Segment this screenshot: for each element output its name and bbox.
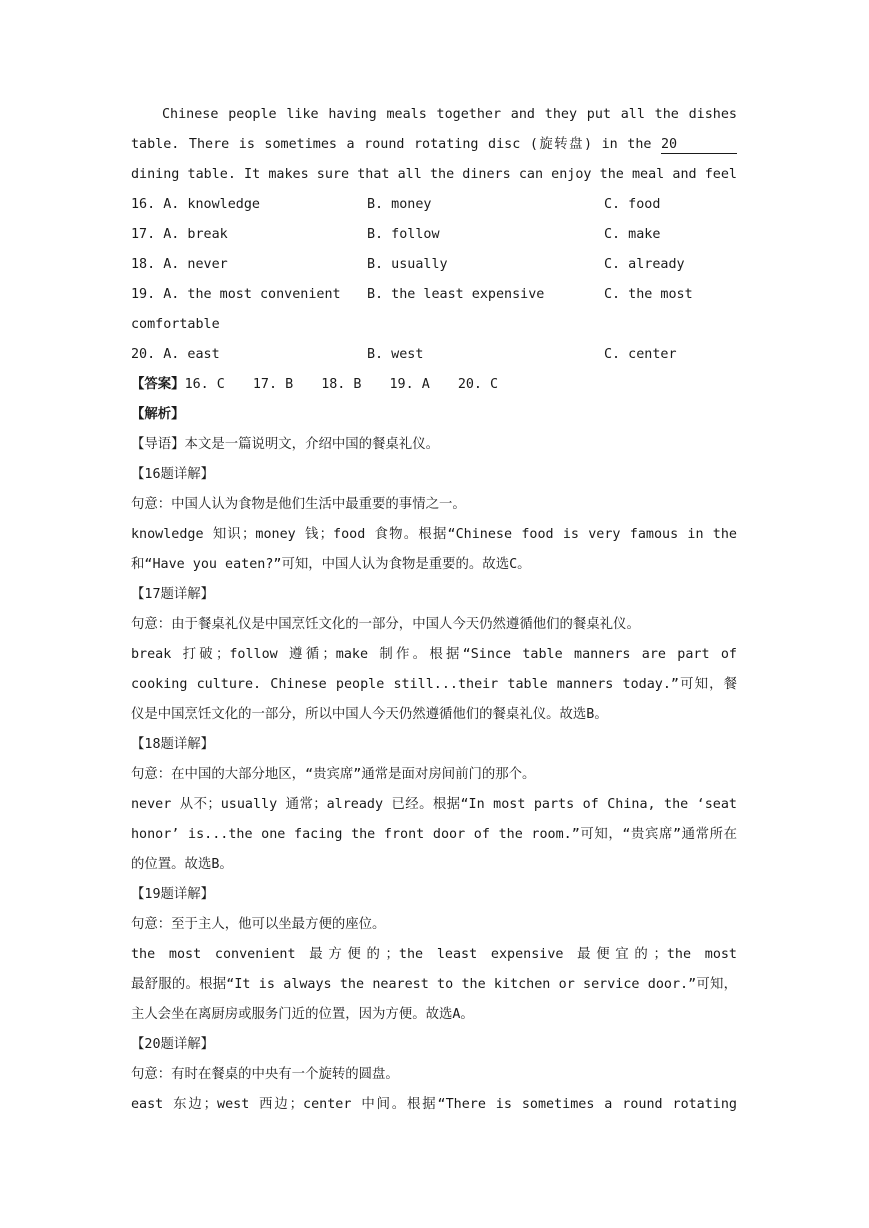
option-c: C. center [604, 347, 677, 362]
detail-text: knowledge 知识；money 钱；food 食物。根据“Chinese food is very famous in the [131, 527, 737, 542]
passage-line-2 [131, 130, 737, 160]
answer-item: 20. C [457, 377, 499, 392]
question-20 [131, 340, 737, 370]
option-c: C. make [604, 227, 661, 242]
detail-line [131, 790, 737, 820]
guide-text: 【导语】本文是一篇说明文，介绍中国的餐桌礼仪。 [131, 437, 439, 452]
detail-line [131, 670, 737, 700]
passage-line-3 [131, 160, 737, 190]
detail-line [131, 640, 737, 670]
detail-line: 仪是中国烹饪文化的一部分，所以中国人今天仍然遵循他们的餐桌礼仪。故选B。 [131, 707, 608, 722]
answer-item: 18. B [321, 377, 362, 392]
passage-text: dining table. It makes sure that all the diners can enjoy the meal and feel [131, 167, 737, 182]
detail-meaning: 句意：由于餐桌礼仪是中国烹饪文化的一部分，中国人今天仍然遵循他们的餐桌礼仪。 [131, 617, 640, 632]
detail-heading: 【18题详解】 [131, 737, 215, 752]
option-b: B. the least expensive [367, 287, 545, 302]
option-c: C. food [604, 197, 661, 212]
option-a: 19. A. the most convenient [131, 287, 341, 302]
detail-text: 最舒服的。根据“It is always the nearest to the kitchen or service door.”可知， [131, 977, 737, 992]
option-b: B. west [367, 347, 424, 362]
detail-meaning: 句意：中国人认为食物是他们生活中最重要的事情之一。 [131, 497, 466, 512]
detail-text: never 从不；usually 通常；already 已经。根据“In most parts of China, the ‘seat [131, 797, 737, 812]
analysis-label: 【解析】 [131, 407, 185, 422]
detail-text: break 打破；follow 遵循；make 制作。根据“Since table manners are part of [131, 647, 737, 662]
detail-line [131, 1090, 737, 1120]
answer-item: 17. B [252, 377, 294, 392]
answer-key [131, 370, 737, 400]
option-b: B. money [367, 197, 432, 212]
detail-text: east 东边；west 西边；center 中间。根据“There is sometimes a round rotating [131, 1097, 737, 1112]
answer-label: 【答案】 [131, 377, 185, 392]
passage-line-1 [131, 100, 737, 130]
detail-heading: 【16题详解】 [131, 467, 215, 482]
detail-heading: 【17题详解】 [131, 587, 215, 602]
detail-line: 主人会坐在离厨房或服务门近的位置，因为方便。故选A。 [131, 1007, 474, 1022]
option-b: B. follow [367, 227, 440, 242]
detail-text: the most convenient 最方便的；the least expensive 最便宜的；the most [131, 947, 737, 962]
detail-text: honor’ is...the one facing the front door of the room.”可知，“贵宾席”通常所在 [131, 827, 737, 842]
passage-text: Chinese people like having meals together and they put all the dishes [162, 107, 737, 122]
question-17 [131, 220, 737, 250]
passage-text: table. There is sometimes a round rotating disc (旋转盘) in the [131, 137, 652, 152]
option-a: 17. A. break [131, 227, 228, 242]
option-c: C. the most [604, 287, 693, 302]
question-19 [131, 280, 737, 310]
detail-line [131, 520, 737, 550]
detail-line [131, 970, 737, 1000]
answer-blank: 20 [661, 137, 737, 154]
detail-text: cooking culture. Chinese people still...their table manners today.”可知，餐 [131, 677, 737, 692]
option-a: 16. A. knowledge [131, 197, 260, 212]
detail-line: 的位置。故选B。 [131, 857, 233, 872]
detail-line: 和“Have you eaten?”可知，中国人认为食物是重要的。故选C。 [131, 557, 531, 572]
option-a: 18. A. never [131, 257, 228, 272]
option-a: 20. A. east [131, 347, 220, 362]
question-18 [131, 250, 737, 280]
document-page [131, 100, 737, 1120]
detail-heading: 【19题详解】 [131, 887, 215, 902]
detail-line [131, 940, 737, 970]
question-16 [131, 190, 737, 220]
option-c-continuation: comfortable [131, 317, 220, 332]
detail-line [131, 820, 737, 850]
option-c: C. already [604, 257, 685, 272]
detail-meaning: 句意：至于主人，他可以坐最方便的座位。 [131, 917, 386, 932]
answer-item: 16. C [184, 377, 225, 392]
detail-meaning: 句意：有时在餐桌的中央有一个旋转的圆盘。 [131, 1067, 399, 1082]
detail-heading: 【20题详解】 [131, 1037, 215, 1052]
detail-meaning: 句意：在中国的大部分地区，“贵宾席”通常是面对房间前门的那个。 [131, 767, 536, 782]
question-19-continuation [131, 310, 737, 340]
answer-item: 19. A [389, 377, 430, 392]
option-b: B. usually [367, 257, 448, 272]
